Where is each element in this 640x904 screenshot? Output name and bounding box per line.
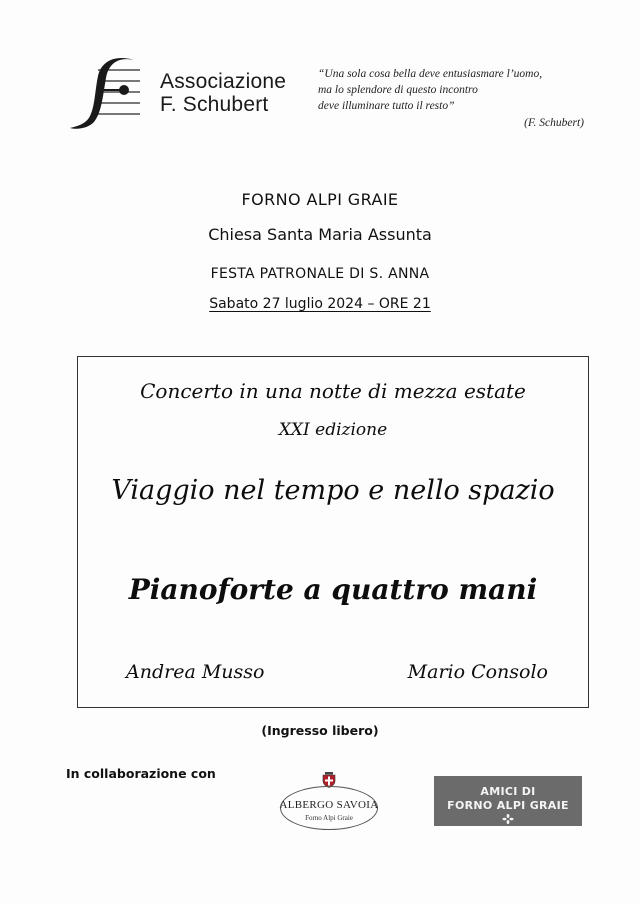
hotel-name: ALBERGO SAVOIA	[279, 799, 379, 811]
hotel-sponsor-logo	[274, 772, 384, 834]
instrument-title: Pianoforte a quattro mani	[128, 573, 538, 606]
quote-line-1: “Una sola cosa bella deve entusiasmare l’uomo,	[318, 68, 543, 80]
association-name-line-2: F. Schubert	[160, 93, 269, 116]
association-name-line-1: Associazione	[160, 70, 287, 93]
event-location: FORNO ALPI GRAIE	[241, 190, 399, 209]
event-date-container	[0, 296, 640, 312]
edelweiss-icon	[502, 814, 514, 824]
performer-name: Mario Consolo	[407, 661, 548, 683]
event-feast: FESTA PATRONALE DI S. ANNA	[210, 266, 430, 282]
quote-author: (F. Schubert)	[524, 117, 584, 129]
admission-note: (Ingresso libero)	[261, 723, 379, 738]
event-date-time: Sabato 27 luglio 2024 – ORE 21	[209, 296, 431, 312]
concert-title: Concerto in una notte di mezza estate	[140, 379, 526, 403]
hotel-place: Forno Alpi Graie	[305, 814, 353, 822]
performer-name: Andrea Musso	[126, 661, 265, 683]
treble-clef-staff-icon	[68, 54, 140, 134]
quote-line-3: deve illuminare tutto il resto”	[318, 100, 455, 112]
program-box	[77, 356, 589, 708]
friends-sponsor-logo	[434, 776, 582, 826]
quote-line-2: ma lo splendore di questo incontro	[318, 84, 478, 96]
event-church: Chiesa Santa Maria Assunta	[208, 225, 432, 244]
edition-label: XXI edizione	[278, 420, 388, 440]
concert-subtitle: Viaggio nel tempo e nello spazio	[111, 475, 555, 506]
collaboration-label: In collaborazione con	[66, 766, 216, 781]
friends-line-2: FORNO ALPI GRAIE	[447, 799, 569, 812]
friends-line-1: AMICI DI	[480, 785, 536, 798]
